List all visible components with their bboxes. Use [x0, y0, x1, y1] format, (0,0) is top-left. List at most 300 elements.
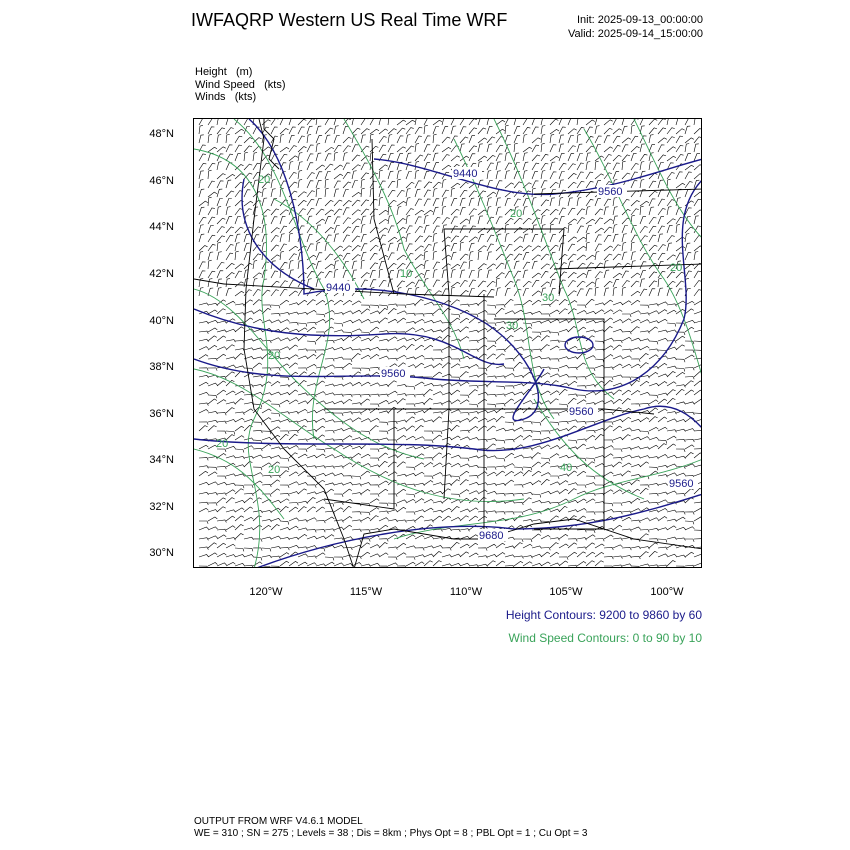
- wind-barb: [307, 310, 316, 314]
- wind-barb: [505, 119, 512, 125]
- wind-barb: [649, 400, 658, 404]
- wind-barb: [622, 356, 631, 359]
- wind-barb: [514, 310, 523, 314]
- wind-barb: [442, 218, 450, 224]
- height-contour-labels: [325, 167, 698, 542]
- wind-barb: [415, 345, 424, 350]
- wind-barb: [451, 421, 460, 424]
- wind-barb: [316, 392, 325, 395]
- wind-barb: [694, 321, 702, 323]
- wind-barb: [388, 358, 397, 361]
- wind-barb: [406, 386, 415, 390]
- wind-barb: [604, 270, 609, 278]
- wind-barb: [658, 440, 667, 444]
- wind-barb: [316, 454, 325, 458]
- wind-barb: [442, 198, 447, 206]
- wind-barb: [271, 480, 280, 485]
- wind-barb: [406, 321, 416, 324]
- wind-barb: [595, 303, 605, 305]
- wind-barb: [379, 210, 388, 215]
- wind-barb: [352, 453, 361, 458]
- wind-barb: [595, 456, 605, 458]
- wind-barb: [208, 147, 217, 152]
- wind-barb: [640, 331, 649, 334]
- wind-barb: [379, 400, 388, 404]
- wind-barb: [406, 395, 415, 398]
- wind-barb: [388, 519, 398, 522]
- wind-barb: [253, 467, 262, 470]
- height-label: 9560: [598, 186, 623, 198]
- wind-barb: [559, 320, 568, 323]
- wind-barb: [334, 300, 343, 305]
- wind-barb: [262, 484, 271, 487]
- wind-label: 30: [542, 292, 555, 304]
- wind-barb: [694, 488, 702, 494]
- wind-barb: [397, 384, 407, 387]
- wind-barb: [307, 350, 316, 353]
- wind-barb: [460, 366, 470, 369]
- field-wind-speed: Wind Speed (kts): [195, 78, 286, 91]
- wind-barb: [667, 236, 675, 242]
- wind-barb: [379, 518, 388, 521]
- wind-barb: [271, 392, 281, 395]
- wind-barb: [262, 431, 271, 434]
- wind-barb: [514, 143, 518, 152]
- wind-barb: [550, 476, 559, 479]
- wind-barb: [298, 507, 307, 512]
- wind-barb: [613, 375, 623, 377]
- wind-barb: [208, 320, 218, 323]
- wind-barb: [487, 561, 496, 566]
- wind-barb: [631, 242, 635, 251]
- wind-barb: [316, 242, 320, 251]
- wind-barb: [496, 181, 502, 188]
- wind-barb: [667, 173, 675, 180]
- wind-barb: [235, 412, 244, 415]
- wind-barb: [433, 134, 437, 143]
- wind-barb: [271, 427, 280, 431]
- wind-barb: [640, 144, 645, 152]
- wind-barb: [208, 119, 215, 125]
- wind-barb: [550, 391, 559, 395]
- wind-barb: [325, 393, 335, 395]
- wind-barb: [361, 135, 366, 143]
- wind-barb: [244, 348, 254, 350]
- wind-barb: [640, 289, 647, 296]
- wind-barb: [406, 512, 415, 515]
- wind-barb: [397, 436, 406, 441]
- wind-barb: [622, 242, 626, 251]
- wind-barb: [289, 492, 299, 494]
- wind-barb: [442, 281, 450, 287]
- wind-barb: [469, 482, 479, 485]
- wind-barb: [586, 153, 591, 161]
- wind-barb: [280, 357, 290, 360]
- wind-barb: [694, 216, 699, 224]
- wind-barb: [631, 447, 641, 449]
- wind-barb: [640, 271, 646, 278]
- wind-barb: [397, 136, 403, 143]
- wind-barb: [379, 422, 388, 425]
- wind-barb: [226, 235, 233, 242]
- wind-barb: [298, 153, 302, 161]
- model-params: WE = 310 ; SN = 275 ; Levels = 38 ; Dis = 8km ; Phys Opt = 8 ; PBL Opt = 1 ; Cu Opt = 3: [194, 828, 588, 839]
- wind-barb: [316, 188, 320, 197]
- wind-barb: [424, 463, 433, 468]
- wind-barb: [667, 137, 675, 143]
- wind-barb: [595, 126, 600, 134]
- wind-barb: [397, 566, 406, 568]
- wind-barb: [379, 431, 388, 434]
- wind-barb: [226, 199, 232, 207]
- wind-barb: [325, 365, 335, 368]
- wind-barb: [469, 191, 477, 197]
- wind-barb: [595, 447, 605, 449]
- wind-barb: [469, 340, 478, 343]
- wind-barb: [361, 483, 371, 486]
- wind-barb: [487, 126, 493, 134]
- wind-barb: [631, 419, 641, 422]
- wind-barb: [307, 466, 316, 469]
- wind-barb: [586, 282, 595, 287]
- wind-barb: [415, 199, 422, 206]
- wind-barb: [433, 552, 442, 558]
- wind-barb: [352, 219, 361, 224]
- wind-barb: [694, 508, 702, 512]
- wind-barb: [307, 126, 313, 134]
- wind-barb: [550, 134, 554, 143]
- wind-barb: [676, 429, 686, 431]
- wind-barb: [415, 510, 425, 512]
- wind-barb: [226, 145, 233, 152]
- wind-barb: [415, 516, 424, 521]
- wind-barb: [199, 555, 209, 558]
- wind-barb: [694, 390, 702, 395]
- wind-barb: [397, 219, 406, 225]
- wind-barb: [388, 401, 397, 405]
- wind-barb: [370, 394, 379, 397]
- wind-barb: [244, 528, 254, 530]
- wind-barb: [604, 547, 613, 550]
- wind-barb: [433, 447, 443, 450]
- wind-legend: Wind Speed Contours: 0 to 90 by 10: [508, 631, 702, 645]
- wind-barb: [334, 445, 343, 449]
- wind-barb: [640, 403, 649, 406]
- wind-barb: [433, 120, 442, 125]
- wind-barb: [406, 209, 414, 215]
- wind-barb: [343, 253, 350, 260]
- wind-barb: [613, 364, 622, 368]
- wind-barb: [298, 335, 307, 341]
- wind-barb: [406, 546, 416, 548]
- wind-barb: [631, 348, 641, 350]
- wind-barb: [487, 426, 496, 431]
- wind-barb: [568, 510, 578, 512]
- wind-barb: [568, 346, 577, 350]
- wind-barb: [451, 270, 456, 278]
- wind-barb: [550, 310, 559, 314]
- wind-barb: [370, 336, 379, 341]
- wind-barb: [361, 280, 368, 287]
- wind-barb: [406, 189, 411, 197]
- wind-barb: [505, 359, 514, 362]
- wind-barb: [379, 189, 384, 197]
- wind-barb: [676, 198, 681, 206]
- wind-barb: [307, 530, 316, 533]
- wind-barb: [622, 161, 626, 170]
- wind-barb: [487, 354, 496, 359]
- wind-barb: [343, 336, 352, 341]
- wind-barb: [667, 510, 677, 512]
- wind-barb: [649, 191, 657, 197]
- wind-barb: [208, 208, 215, 215]
- wind-barb: [343, 394, 352, 397]
- wind-barb: [352, 438, 362, 440]
- wind-barb: [550, 368, 559, 372]
- wind-barb: [262, 444, 271, 449]
- wind-barb: [586, 172, 593, 179]
- wind-barb: [658, 162, 664, 170]
- wind-barb: [658, 155, 666, 161]
- wind-barb: [217, 529, 226, 532]
- wind-barb: [352, 563, 361, 567]
- wind-barb: [235, 449, 244, 453]
- wind-barb: [253, 516, 262, 521]
- wind-barb: [640, 206, 644, 215]
- wind-barb: [217, 162, 222, 170]
- wind-barb: [271, 368, 280, 371]
- wind-barb: [208, 197, 212, 206]
- wind-barb: [568, 539, 577, 542]
- wind-barb: [208, 563, 217, 567]
- wind-barb: [694, 439, 702, 442]
- wind-barb: [208, 493, 217, 496]
- wind-barb: [694, 119, 698, 125]
- wind-barb: [469, 386, 478, 389]
- wind-barb: [262, 368, 271, 371]
- wind-barb: [532, 255, 541, 260]
- wind-barb: [397, 507, 406, 512]
- wind-barb: [487, 155, 495, 161]
- wind-barb: [451, 119, 458, 125]
- wind-barb: [523, 246, 532, 251]
- wind-barb: [442, 401, 451, 404]
- wind-barb: [361, 431, 370, 434]
- wind-barb: [424, 520, 433, 523]
- wind-barb: [433, 189, 437, 198]
- wind-barb: [469, 198, 474, 206]
- wind-barb: [415, 280, 422, 287]
- wind-barb: [271, 180, 275, 189]
- wind-barb: [442, 356, 452, 359]
- wind-barb: [415, 119, 420, 125]
- wind-barb: [433, 516, 442, 521]
- wind-barb: [208, 225, 214, 233]
- wind-barb: [478, 216, 483, 224]
- wind-barb: [568, 208, 575, 215]
- wind-barb: [613, 390, 622, 395]
- wind-barb: [199, 225, 204, 233]
- wind-barb: [631, 364, 640, 368]
- wind-barb: [208, 411, 218, 414]
- wind-barb: [667, 323, 676, 327]
- wind-barb: [379, 165, 388, 170]
- wind-barb: [307, 322, 316, 325]
- wind-barb: [514, 543, 523, 548]
- wind-barb: [280, 547, 289, 550]
- wind-barb: [307, 429, 317, 432]
- wind-barb: [199, 355, 208, 359]
- wind-barb: [280, 147, 289, 152]
- wind-barb: [316, 300, 325, 305]
- wind-barb: [496, 428, 506, 431]
- wind-barb: [514, 467, 523, 470]
- wind-barb: [244, 234, 249, 242]
- wind-barb: [244, 493, 253, 496]
- wind-barb: [262, 525, 271, 530]
- wind-barb: [541, 282, 550, 287]
- wind-barb: [595, 279, 599, 288]
- wind-barb: [451, 507, 460, 513]
- wind-barb: [631, 566, 640, 568]
- wind-barb: [451, 383, 460, 387]
- wind-barb: [586, 499, 595, 503]
- wind-barb: [559, 227, 567, 233]
- wind-barb: [541, 304, 550, 307]
- wind-barb: [550, 491, 559, 494]
- wind-barb: [649, 272, 657, 278]
- wind-barb: [397, 399, 406, 404]
- wind-barb: [217, 482, 227, 485]
- wind-barb: [280, 499, 289, 503]
- wind-barb: [487, 244, 494, 251]
- wind-barb: [280, 347, 289, 350]
- wind-barb: [541, 473, 550, 476]
- wind-barb: [676, 129, 685, 134]
- wind-barb: [622, 564, 632, 566]
- wind-barb: [451, 282, 460, 287]
- height-label: 9680: [479, 530, 504, 542]
- wind-barb: [478, 337, 487, 341]
- wind-barb: [325, 217, 331, 224]
- wind-barb: [613, 474, 623, 476]
- wind-barb: [559, 243, 564, 251]
- wind-barb: [676, 494, 685, 497]
- wind-barb: [433, 207, 439, 215]
- wind-barb: [280, 471, 289, 476]
- wind-barb: [262, 189, 266, 198]
- wind-barb: [460, 254, 468, 260]
- wind-barb: [343, 476, 352, 479]
- wind-barb: [559, 135, 564, 143]
- wind-barb: [415, 127, 422, 134]
- wind-barb: [487, 544, 496, 548]
- wind-barb: [523, 147, 532, 152]
- wind-barb: [370, 311, 380, 314]
- wind-barb: [496, 561, 505, 566]
- wind-barb: [235, 136, 242, 143]
- wind-barb: [505, 244, 512, 251]
- wind-barb: [208, 170, 212, 179]
- wind-barb: [235, 489, 244, 494]
- wind-barb: [595, 310, 604, 314]
- wind-barb: [217, 206, 221, 215]
- wind-barb: [568, 154, 574, 161]
- wind-barb: [595, 330, 605, 332]
- wind-barb: [415, 189, 420, 197]
- wind-barb: [289, 545, 299, 548]
- wind-barb: [478, 144, 483, 152]
- wind-barb: [235, 548, 244, 551]
- wind-barb: [523, 539, 532, 542]
- wind-barb: [334, 347, 344, 350]
- wind-barb: [496, 162, 501, 170]
- wind-barb: [577, 547, 586, 550]
- wind-barb: [226, 357, 236, 359]
- wind-barb: [433, 182, 441, 188]
- wind-barb: [622, 138, 631, 143]
- wind-barb: [343, 555, 353, 557]
- wind-barb: [532, 439, 541, 442]
- wind-barb: [361, 119, 368, 125]
- wind-barb: [199, 119, 206, 125]
- wind-barb: [505, 471, 514, 476]
- wind-barb: [325, 348, 335, 350]
- wind-barb: [568, 552, 577, 557]
- wind-barb: [514, 485, 523, 488]
- wind-barb: [217, 309, 226, 314]
- wind-barb: [550, 279, 555, 287]
- wind-barb: [289, 345, 298, 350]
- wind-barb: [208, 517, 217, 521]
- wind-barb: [685, 126, 690, 134]
- wind-barb: [658, 554, 668, 557]
- wind-barb: [577, 499, 586, 503]
- wind-barb: [604, 401, 613, 405]
- wind-barb: [271, 281, 279, 287]
- wind-barb: [298, 323, 307, 327]
- wind-barb: [388, 547, 397, 550]
- wind-barb: [289, 518, 299, 521]
- wind-barb: [406, 153, 411, 161]
- wind-barb: [550, 340, 559, 343]
- wind-barb: [487, 484, 497, 487]
- wind-barb: [226, 207, 231, 215]
- wind-barb: [316, 520, 325, 523]
- wind-barb: [505, 412, 514, 415]
- wind-barb: [568, 426, 577, 431]
- wind-barb: [343, 564, 353, 567]
- wind-barb: [289, 464, 299, 467]
- wind-barb: [478, 119, 484, 125]
- wind-barb: [424, 420, 434, 422]
- wind-barb: [640, 530, 649, 533]
- wind-barb: [253, 329, 263, 332]
- wind-barb: [631, 319, 640, 323]
- wind-barb: [478, 300, 487, 305]
- wind-barb: [469, 303, 479, 306]
- wind-barb: [631, 311, 640, 314]
- wind-barb: [451, 480, 460, 485]
- wind-barb: [622, 301, 631, 305]
- wind-barb: [604, 155, 612, 162]
- wind-barb: [379, 137, 387, 144]
- wind-barb: [316, 314, 325, 317]
- wind-barb: [280, 262, 288, 269]
- wind-barb: [478, 516, 487, 521]
- wind-barb: [343, 399, 352, 404]
- wind-barb: [451, 217, 458, 224]
